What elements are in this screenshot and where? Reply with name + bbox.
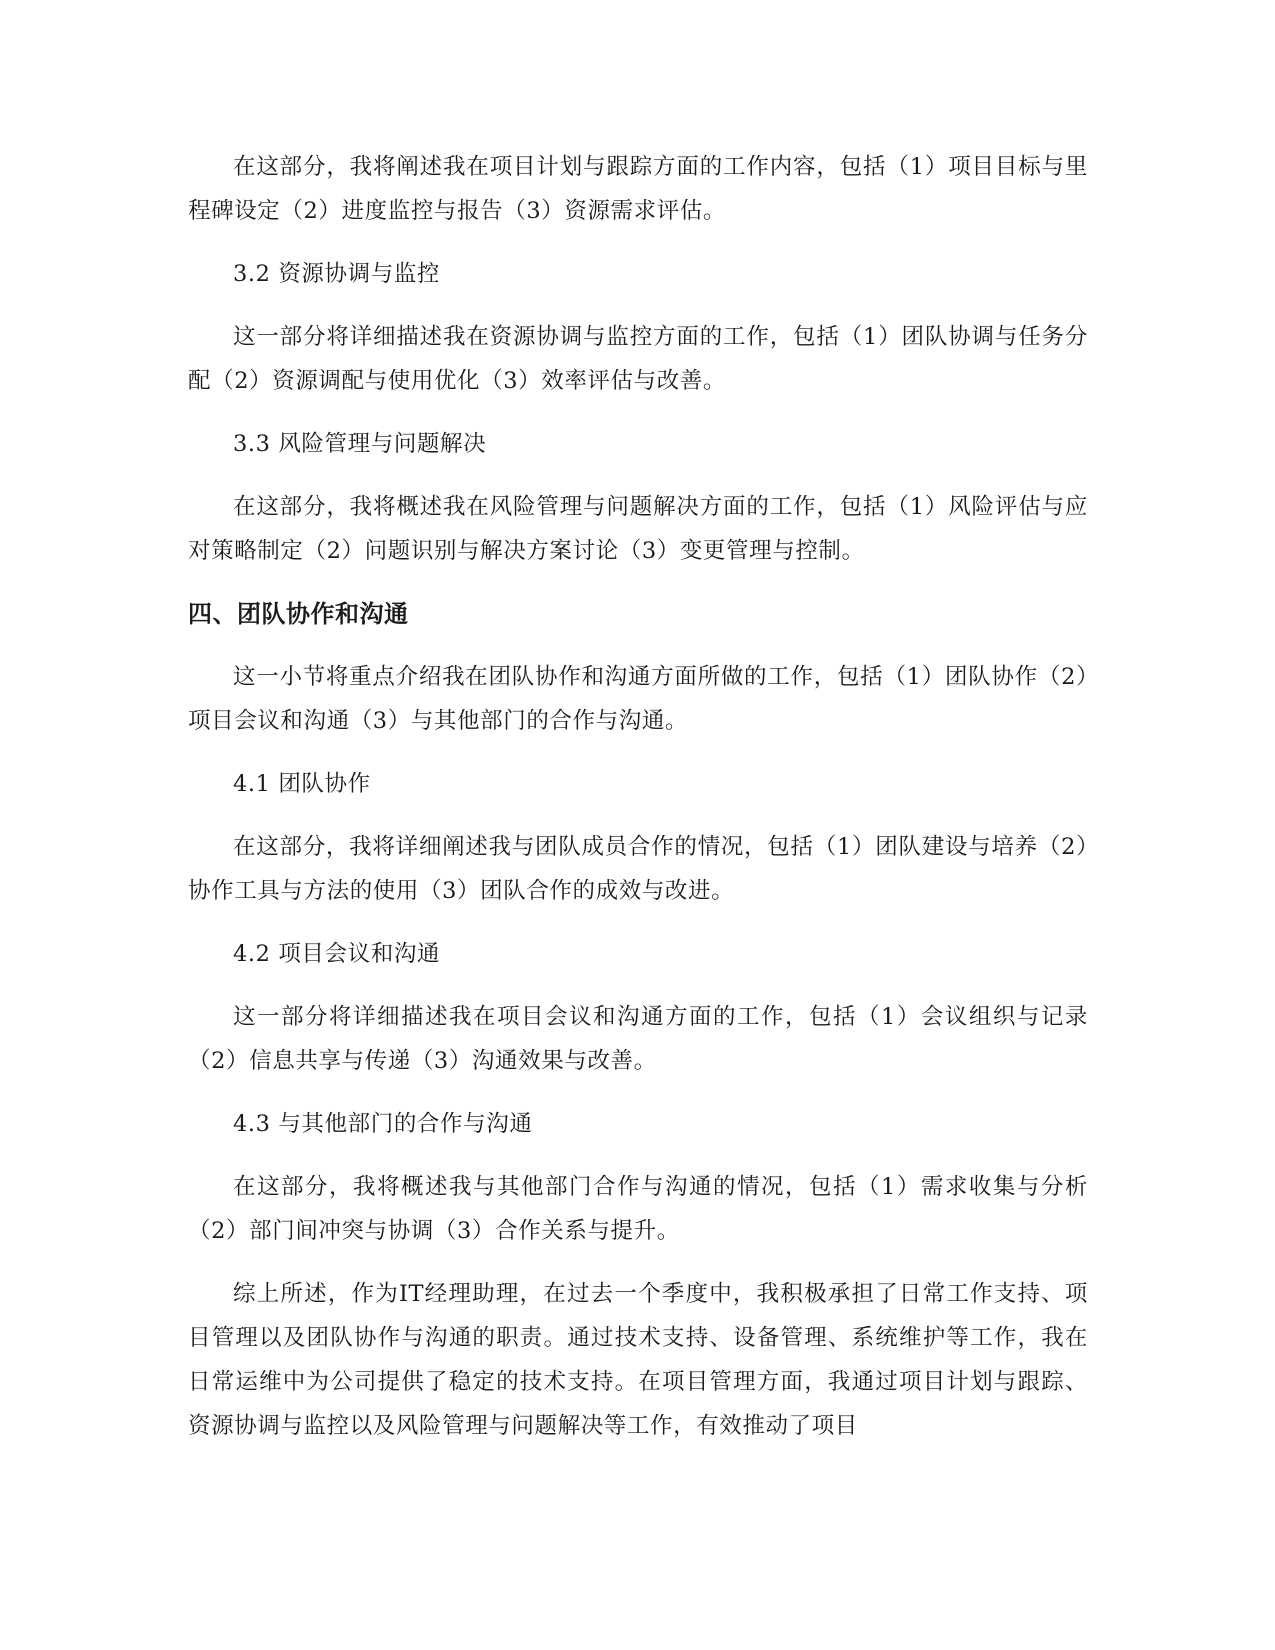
subheading-4-1: 4.1 团队协作 xyxy=(233,771,371,797)
section-heading-4: 四、团队协作和沟通 xyxy=(188,600,409,628)
subheading-3-3: 3.3 风险管理与问题解决 xyxy=(233,431,487,457)
paragraph-project-plan: 在这部分，我将阐述我在项目计划与跟踪方面的工作内容，包括（1）项目目标与里程碑设定（2）进度监控与报告（3）资源需求评估。 xyxy=(188,154,1088,224)
paragraph-resource-coordination: 这一部分将详细描述我在资源协调与监控方面的工作，包括（1）团队协调与任务分配（2）资源调配与使用优化（3）效率评估与改善。 xyxy=(188,324,1088,394)
paragraph-risk-management: 在这部分，我将概述我在风险管理与问题解决方面的工作，包括（1）风险评估与应对策略制定（2）问题识别与解决方案讨论（3）变更管理与控制。 xyxy=(188,494,1088,564)
paragraph-team-collaboration: 在这部分，我将详细阐述我与团队成员合作的情况，包括（1）团队建设与培养（2）协作工具与方法的使用（3）团队合作的成效与改进。 xyxy=(188,834,1088,904)
subheading-3-2: 3.2 资源协调与监控 xyxy=(233,261,441,287)
paragraph-meetings: 这一部分将详细描述我在项目会议和沟通方面的工作，包括（1）会议组织与记录（2）信息共享与传递（3）沟通效果与改善。 xyxy=(188,1004,1088,1074)
paragraph-team-intro: 这一小节将重点介绍我在团队协作和沟通方面所做的工作，包括（1）团队协作（2）项目会议和沟通（3）与其他部门的合作与沟通。 xyxy=(188,664,1088,734)
subheading-4-3: 4.3 与其他部门的合作与沟通 xyxy=(233,1111,533,1137)
document-body xyxy=(188,145,1088,1467)
subheading-4-2: 4.2 项目会议和沟通 xyxy=(233,941,441,967)
paragraph-summary: 综上所述，作为IT经理助理，在过去一个季度中，我积极承担了日常工作支持、项目管理以及团队协作与沟通的职责。通过技术支持、设备管理、系统维护等工作，我在日常运维中为公司提供了稳定的技术支持。在项目管理方面，我通过项目计划与跟踪、资源协调与监控以及风险管理与问题解决等工作，有效推动了项目 xyxy=(188,1281,1088,1439)
paragraph-cross-department: 在这部分，我将概述我与其他部门合作与沟通的情况，包括（1）需求收集与分析（2）部门间冲突与协调（3）合作关系与提升。 xyxy=(188,1174,1088,1244)
